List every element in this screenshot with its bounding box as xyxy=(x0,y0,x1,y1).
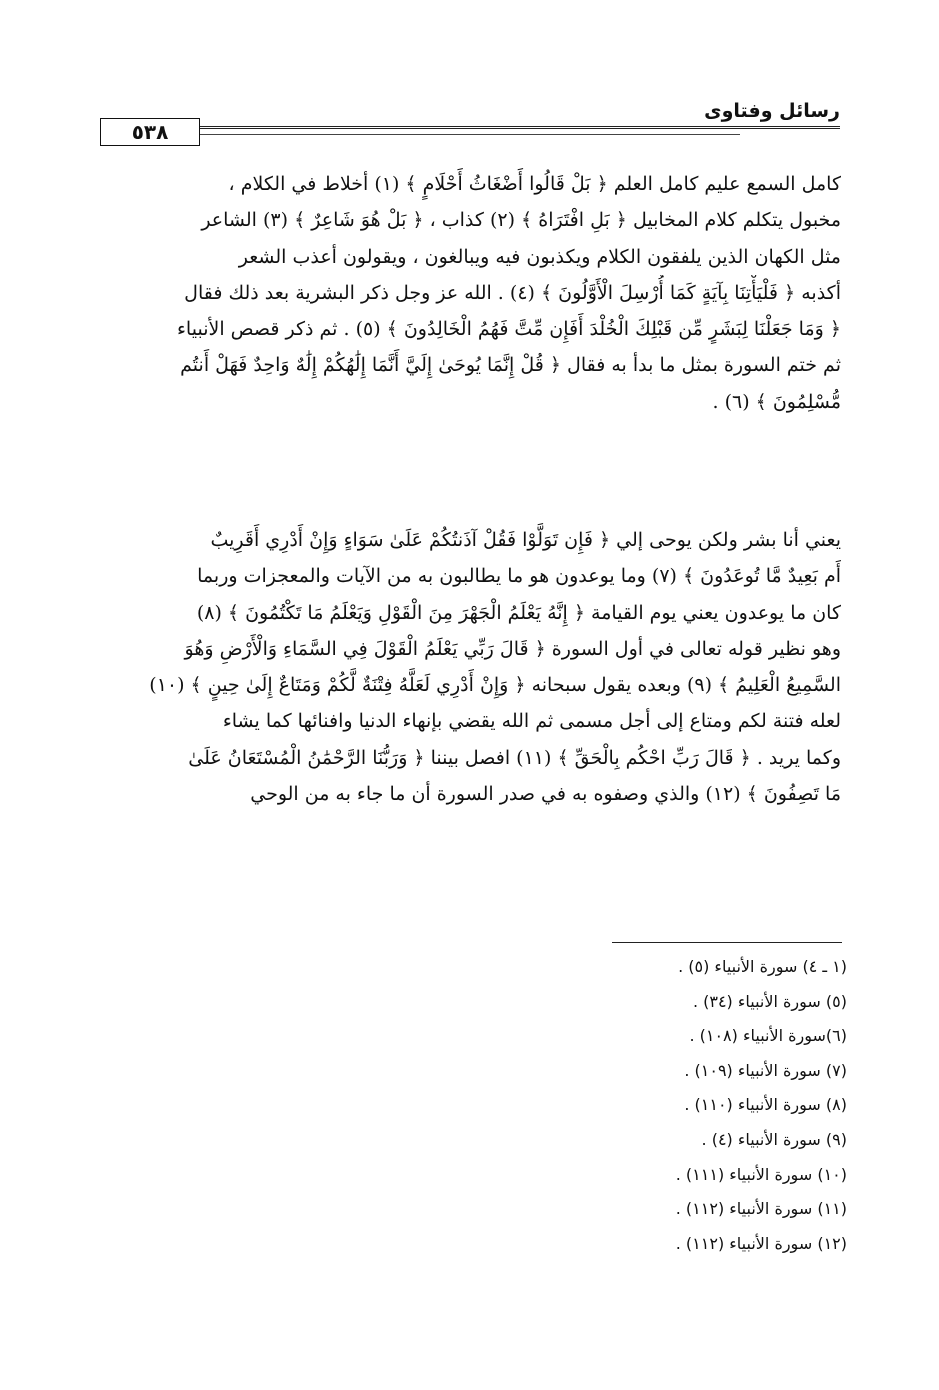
paragraph-1 xyxy=(96,166,841,420)
footnote: (١١) سورة الأنبياء (١١٢) . xyxy=(675,1199,847,1219)
text-line: أكذبه ﴿ فَلْيَأْتِنَا بِآيَةٍ كَمَا أُرْسِلَ الْأَوَّلُونَ ﴾ (٤) . الله عز وجل ذكر البشرية بعد ذلك فقال xyxy=(184,281,841,304)
book-title: رسائل وفتاوى xyxy=(704,100,840,122)
footnote: (١ ـ ٤) سورة الأنبياء (٥) . xyxy=(678,957,847,976)
text-line: لعله فتنة لكم ومتاع إلى أجل مسمى ثم الله يقضي بإنهاء الدنيا وافنائها كما يشاء xyxy=(222,710,841,733)
footnote: (٩) سورة الأنبياء (٤) . xyxy=(701,1129,847,1149)
text-line: يعني أنا بشر ولكن يوحى إلي ﴿ فَإِن تَوَلَّوْا فَقُلْ آذَنتُكُمْ عَلَىٰ سَوَاءٍ وَإِنْ أَدْرِي أَقَرِيبٌ xyxy=(210,529,841,551)
footnote: (٧) سورة الأنبياء (١٠٩) . xyxy=(684,1060,847,1080)
text-line: مثل الكهان الذين يلفقون الكلام ويكذبون فيه ويبالغون ، ويقولون أعذب الشعر xyxy=(238,245,841,268)
footnote: (١٢) سورة الأنبياء (١١٢) . xyxy=(675,1233,847,1253)
text-line: مخبول يتكلم كلام المخابيل ﴿ بَلِ افْتَرَاهُ ﴾ (٢) كذاب ، ﴿ بَلْ هُوَ شَاعِرٌ ﴾ (٣) الشاعر xyxy=(201,209,841,232)
footnotes-list xyxy=(427,950,847,1261)
page-number: ٥٣٨ xyxy=(100,118,200,146)
paragraph-2 xyxy=(96,522,841,812)
footnote-separator xyxy=(612,942,842,943)
text-line: أَم بَعِيدٌ مَّا تُوعَدُونَ ﴾ (٧) وما يوعدون هو ما يطالبون به من الآيات والمعجزات وربما xyxy=(197,565,841,588)
text-line: كان ما يوعدون يعني يوم القيامة ﴿ إِنَّهُ يَعْلَمُ الْجَهْرَ مِنَ الْقَوْلِ وَيَعْلَمُ مَا تَكْتُمُونَ ﴾ (٨) xyxy=(196,601,841,624)
text-line: ثم ختم السورة بمثل ما بدأ به فقال ﴿ قُلْ إِنَّمَا يُوحَىٰ إِلَيَّ أَنَّمَا إِلَٰهُكُمْ إِلَٰهٌ وَاحِدٌ فَهَلْ أَنتُم xyxy=(180,354,841,377)
footnote: (٦)سورة الأنبياء (١٠٨) . xyxy=(689,1026,847,1046)
text-line: وهو نظير قوله تعالى في أول السورة ﴿ قَالَ رَبِّي يَعْلَمُ الْقَوْلَ فِي السَّمَاءِ وَالْأَرْضِ وَهُوَ xyxy=(184,637,841,660)
footnote: (١٠) سورة الأنبياء (١١١) . xyxy=(675,1164,847,1184)
footnote: (٨) سورة الأنبياء (١١٠) . xyxy=(684,1095,847,1115)
text-line: كامل السمع عليم كامل العلم ﴿ بَلْ قَالُوا أَضْغَاثُ أَحْلَامٍ ﴾ (١) أخلاط في الكلام ، xyxy=(228,173,841,195)
page-header xyxy=(100,100,840,148)
text-line: السَّمِيعُ الْعَلِيمُ ﴾ (٩) وبعده يقول سبحانه ﴿ وَإِنْ أَدْرِي لَعَلَّهُ فِتْنَةٌ لَّكُمْ وَمَتَاعٌ إِلَىٰ حِينٍ ﴾ (١٠) xyxy=(149,674,841,697)
text-line: مَا تَصِفُونَ ﴾ (١٢) والذي وصفوه به في صدر السورة أن ما جاء به من الوحي xyxy=(250,783,841,806)
text-line: وكما يريد . ﴿ قَالَ رَبِّ احْكُم بِالْحَقِّ ﴾ (١١) افصل بيننا ﴿ وَرَبُّنَا الرَّحْمَٰنُ الْمُسْتَعَانُ عَلَىٰ xyxy=(188,746,841,769)
text-line: ﴿ وَمَا جَعَلْنَا لِبَشَرٍ مِّن قَبْلِكَ الْخُلْدَ أَفَإِن مِّتَّ فَهُمُ الْخَالِدُونَ ﴾ (٥) . ثم ذكر قصص الأنبياء xyxy=(177,318,841,341)
header-rule xyxy=(100,126,840,129)
footnote: (٥) سورة الأنبياء (٣٤) . xyxy=(692,991,847,1011)
text-line: مُّسْلِمُونَ ﴾ (٦) . xyxy=(712,390,841,413)
